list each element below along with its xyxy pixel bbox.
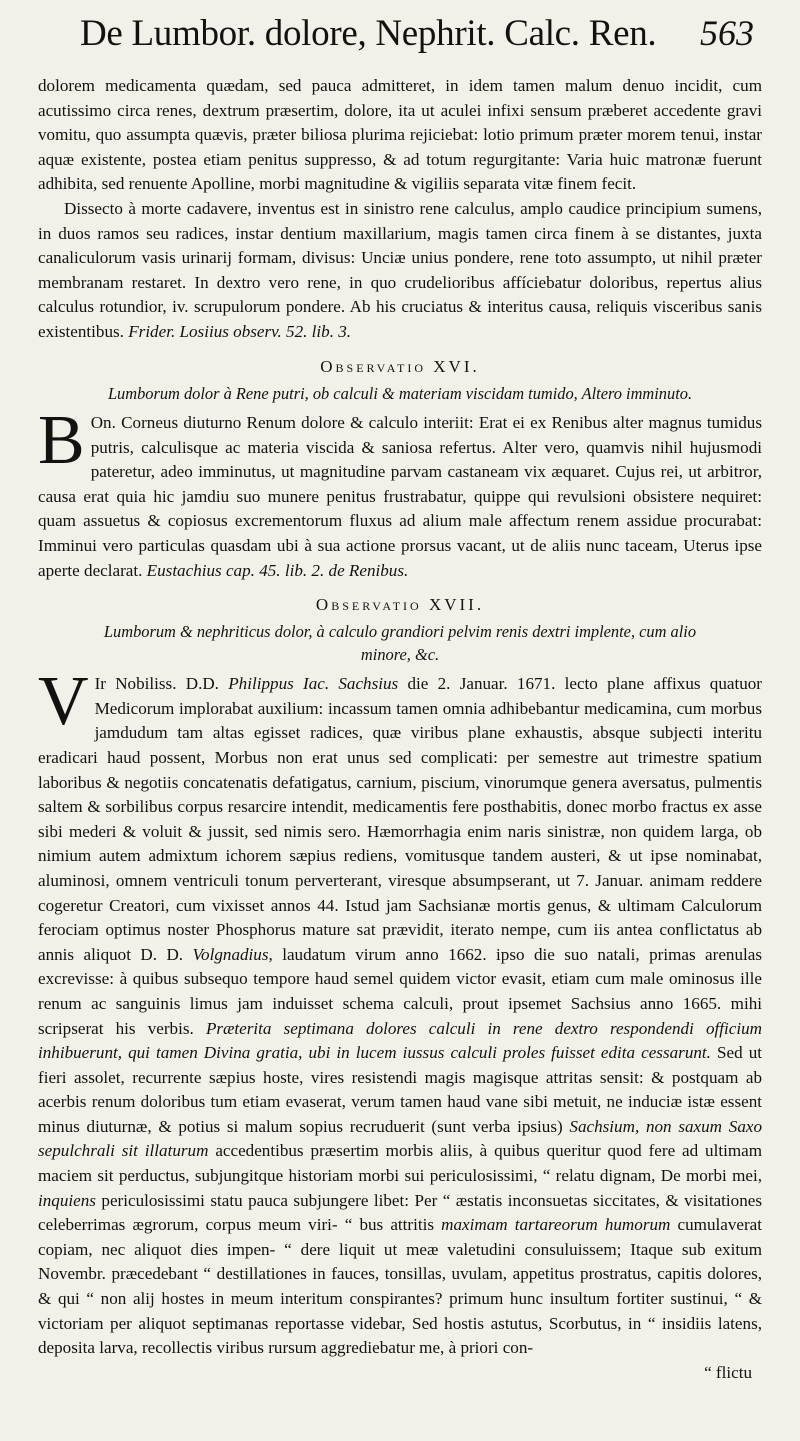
inline-word: inquiens [38, 1190, 96, 1210]
text: periculosissimi statu pauca subjungere libet: Per “ æstatis inconsuetas siccitates, & visitationes celeberrimas ægrorum, corpus meum viri- “ bus attritis [38, 1190, 762, 1235]
text: Sed ut fieri assolet, recurrente sæpius hoste, vires resistendi magis magisque attritas sensit: & postquam ab acerbis renum doloribus tum etiam evaserat, verum tamen haud vane sibi metuit, ne induciæ istæ essent minus diuturnæ, & potius si malum sopius recruduerit (sunt verba ipsius) [38, 1043, 762, 1136]
person-name: Philippus Iac. Sachsius [228, 674, 399, 694]
paragraph-text: On. Corneus diuturno Renum dolore & calculo interiit: Erat ei ex Renibus alter magnus tumidus putris, calculisque ac materia viscida & saniosa refertus. Alter vero, quamvis nihil hujusmodi pateretur, adeo imminutus, ut magnitudine parvam castaneam vix æquaret. Cujus rei, ut arbitror, causa erat quia hic jamdiu suo munere penitus frustrabatur, quippe qui revulsioni obsistere nequiret: quam assuetus & copiosus excrementorum fluxus ad alium male affectum renem assidue procurabat: Imminui vero particulas quasdam ubi à sua actione prorsus vacant, ut de aliis nunc taceam, Uterus ipse aperte declarat. [38, 413, 762, 580]
paragraph: dolorem medicamenta quædam, sed pauca admitteret, in idem tamen malum denuo incidit, cum acutissimo circa renes, dextrum præsertim, dolore, ita ut aculei infixi sensum præberet accedente gravi vomitu, quo assumpta quævis, præter biliosa plurima rejiciebat: lotio primum præter morem tenui, instar aquæ existente, postea etiam penitus suppresso, & ad totum regurgitante: Varia huic matronæ fuerunt adhibita, sed renuente Apolline, morbi magnitudine & vigiliis separata vitæ finem fecit. [38, 76, 762, 194]
paragraph [38, 197, 762, 345]
observation-heading: Observatio XVI. [320, 356, 480, 376]
drop-cap: B [38, 402, 85, 480]
text: die 2. Januar. 1671. lecto plane affixus quatuor Medicorum implorabat auxilium: incassum tamen omnia adhibebantur medicamina, cum morbus jamdudum tam altas egisset radices, quæ viribus plane exhaustis, absque subjecti interitu eradicari haud possent, Morbus non erat unus sed complicati: per semestre aut trimestre spatium laboribus & negotiis concatenatis defatigatus, carnium, piscium, vinorumque genera aversatus, pulmentis saltem & sorbilibus corpus resarcire intendit, medicamentis fere posthabitis, donec morbo fractus ex asse sibi mederi & voluit & jussit, sed nimis sero. Hæmorrhagia enim naris sinistræ, non quidem larga, ob nimium autem admixtum ichorem sæpius rediens, vomitusque tandem austeri, & ut ipse nominabat, aluminosi, omnem ventriculi tonum perverterant, viresque absumpserant, ut 7. Januar. animam reddere cogeretur Creatori, cum vixisset annos 44. Istud jam Sachsianæ mortis genus, & ultimam Calculorum ferociam optimus noster Phosphorus mature sat prævidit, iterato nempe, cum iis antea conflictatus ab annis aliquot D. D. [38, 674, 762, 964]
quotation: maximam tartareorum humorum [441, 1215, 671, 1235]
page-number: 563 [700, 13, 754, 53]
paragraph [38, 663, 762, 1361]
observation-heading: Observatio XVII. [315, 595, 485, 615]
text: cumulaverat copiam, nec aliquot dies impen- “ dere liquit ut meæ valetudini consuluissem; Itaque sub exitum Novembr. præcedebant “ destillationes in fauces, tonsillas, uvulam, appetitus prostratus, capitis dolores, & qui “ non alij hostes in meum interitum conspirantes? primum hunc insultum fortiter sustinui, “ & victoriam per aliquot septimanas reportasse videbar, Sed hostis astutus, Scorbutus, in “ insidiis latens, deposita larva, recollectis viribus rursum aggrediebatur me, à priori con- [38, 1215, 762, 1358]
observation-subtitle: Lumborum dolor à Rene putri, ob calculi & materiam viscidam tumido, Altero imminuto. [107, 383, 693, 403]
citation: Eustachius cap. 45. lib. 2. de Renibus. [146, 560, 409, 580]
intro-section [38, 74, 762, 345]
observation-17-body [38, 663, 762, 1385]
quotation: Sachsium, non saxum Saxo sepulchrali sit illaturum [38, 1116, 762, 1161]
paragraph [38, 402, 762, 583]
text: , laudatum virum anno 1662. ipso die suo natali, primas arenulas excrevisse: à quibus subsequo tempore haud semel quidem victor evasit, etiam cum male ominosus ille renum ac sanguinis limus jam induisset schema calculi, prout ipsemet Sachsius anno 1665. mihi scripserat his verbis. [38, 944, 762, 1038]
catchword: “ flictu [704, 1362, 752, 1382]
observation-subtitle: Lumborum & nephriticus dolor, à calculo grandiori pelvim renis dextri implente, cum alio minore, &c. [103, 622, 697, 664]
person-name: Volgnadius [192, 944, 269, 964]
paragraph-text: Dissecto à morte cadavere, inventus est in sinistro rene calculus, amplo caudice principium sumens, in duos ramos seu radices, instar dentium maxillarium, magis tamen circa finem à se distantes, juxta canaliculorum vasis urinarij formam, divisus: Unciæ unius pondere, rene toto assumpto, ut nihil præter membranam restaret. In dextro vero rene, in quo crudelioribus affíciebatur doloribus, repertus alius calculus rotundior, iv. scrupulorum pondere. Ab his cruciatus & interitus causa, reliquis visceribus sanis existentibus. [38, 198, 762, 341]
observation-16-body [38, 402, 762, 583]
text: accedentibus præsertim morbis aliis, à quibus queritur quod fere ad ultimam maciem sit perductus, subjungitque historiam morbi sui periculosissimi, “ relatu dignam, De morbi mei, [38, 1141, 762, 1186]
drop-cap: V [38, 663, 89, 741]
text: Ir Nobiliss. D.D. [94, 674, 219, 694]
citation: Frider. Losiius observ. 52. lib. 3. [128, 321, 352, 341]
page-title: De Lumbor. dolore, Nephrit. Calc. Ren. [80, 13, 657, 54]
quotation: Præterita septimana dolores calculi in rene dextro respondendi officium inhibuerunt, qui tamen Divina gratia, ubi in lucem iussus calculi proles fuisset edita cessarunt. [38, 1018, 762, 1063]
running-head [38, 12, 762, 74]
